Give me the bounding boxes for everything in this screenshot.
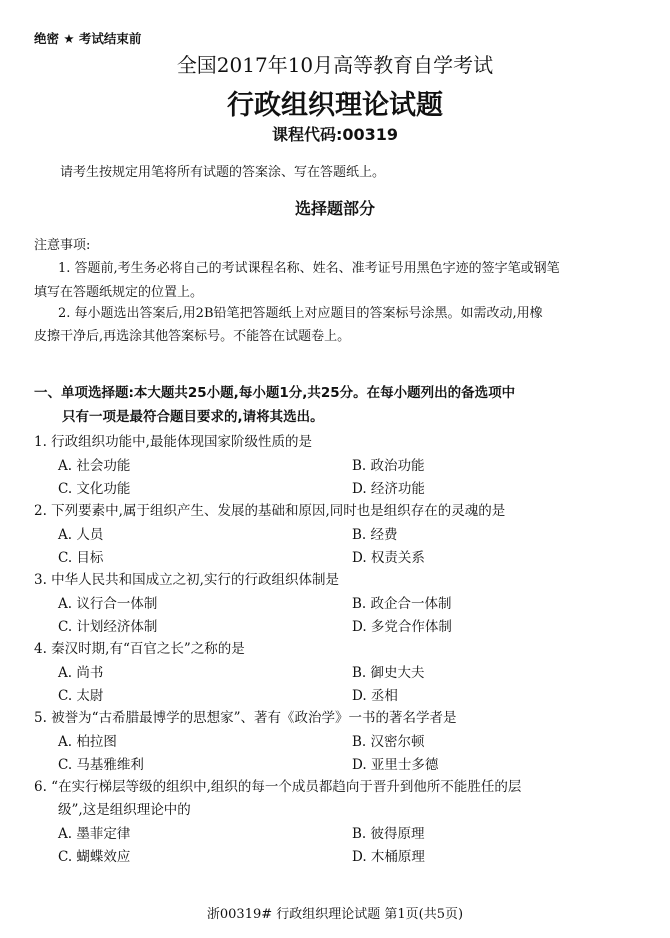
answer-instruction: 请考生按规定用笔将所有试题的答案涂、写在答题纸上。: [60, 165, 386, 180]
question-2: 2. 下列要素中,属于组织产生、发展的基础和原因,同时也是组织存在的灵魂的是: [34, 503, 506, 519]
question-5: 5. 被誉为“古希腊最博学的思想家”、著有《政治学》一书的著名学者是: [34, 710, 457, 726]
option-a: A. 社会功能: [58, 458, 131, 474]
option-d: D. 亚里士多德: [352, 757, 439, 773]
option-b: B. 政企合一体制: [352, 596, 452, 612]
option-c: C. 目标: [58, 550, 104, 566]
confidential-mark: 绝密 ★ 考试结束前: [34, 31, 142, 46]
question-6: 6. “在实行梯层等级的组织中,组织的每一个成员都趋向于晋升到他所不能胜任的层: [34, 779, 522, 795]
option-c: C. 蝴蝶效应: [58, 849, 131, 865]
note-line: 皮擦干净后,再选涂其他答案标号。不能答在试题卷上。: [34, 329, 351, 344]
note-line: 2. 每小题选出答案后,用2B铅笔把答题纸上对应题目的答案标号涂黑。如需改动,用橡: [58, 306, 543, 321]
option-d: D. 经济功能: [352, 481, 425, 497]
option-d: D. 多党合作体制: [352, 619, 452, 635]
option-b: B. 汉密尔顿: [352, 734, 425, 750]
part-heading: 一、单项选择题:本大题共25小题,每小题1分,共25分。在每小题列出的备选项中: [34, 385, 516, 401]
question-1: 1. 行政组织功能中,最能体现国家阶级性质的是: [34, 434, 312, 450]
option-d: D. 权责关系: [352, 550, 425, 566]
page-footer: 浙00319# 行政组织理论试题 第1页(共5页): [206, 907, 464, 922]
option-c: C. 计划经济体制: [58, 619, 158, 635]
option-c: C. 文化功能: [58, 481, 131, 497]
option-b: B. 彼得原理: [352, 826, 425, 842]
option-a: A. 尚书: [58, 665, 104, 681]
note-line: 填写在答题纸规定的位置上。: [34, 285, 204, 300]
question-6-cont: 级”,这是组织理论中的: [58, 802, 191, 818]
option-c: C. 太尉: [58, 688, 104, 704]
option-a: A. 议行合一体制: [58, 596, 158, 612]
section-title: 选择题部分: [294, 199, 375, 218]
part-heading-cont: 只有一项是最符合题目要求的,请将其选出。: [62, 409, 324, 425]
option-b: B. 御史大夫: [352, 665, 425, 681]
subject-title: 行政组织理论试题: [227, 90, 443, 121]
exam-title: 全国2017年10月高等教育自学考试: [176, 53, 494, 77]
option-b: B. 政治功能: [352, 458, 425, 474]
note-line: 1. 答题前,考生务必将自己的考试课程名称、姓名、准考证号用黑色字迹的签字笔或钢笔: [58, 261, 560, 276]
option-b: B. 经费: [352, 527, 398, 543]
question-4: 4. 秦汉时期,有“百官之长”之称的是: [34, 641, 245, 657]
option-a: A. 墨菲定律: [58, 826, 131, 842]
option-d: D. 木桶原理: [352, 849, 425, 865]
notes-title: 注意事项:: [34, 238, 91, 253]
option-a: A. 人员: [58, 527, 104, 543]
option-a: A. 柏拉图: [58, 734, 117, 750]
option-d: D. 丞相: [352, 688, 398, 704]
question-3: 3. 中华人民共和国成立之初,实行的行政组织体制是: [34, 572, 339, 588]
option-c: C. 马基雅维利: [58, 757, 144, 773]
course-code: 课程代码:00319: [271, 125, 399, 144]
